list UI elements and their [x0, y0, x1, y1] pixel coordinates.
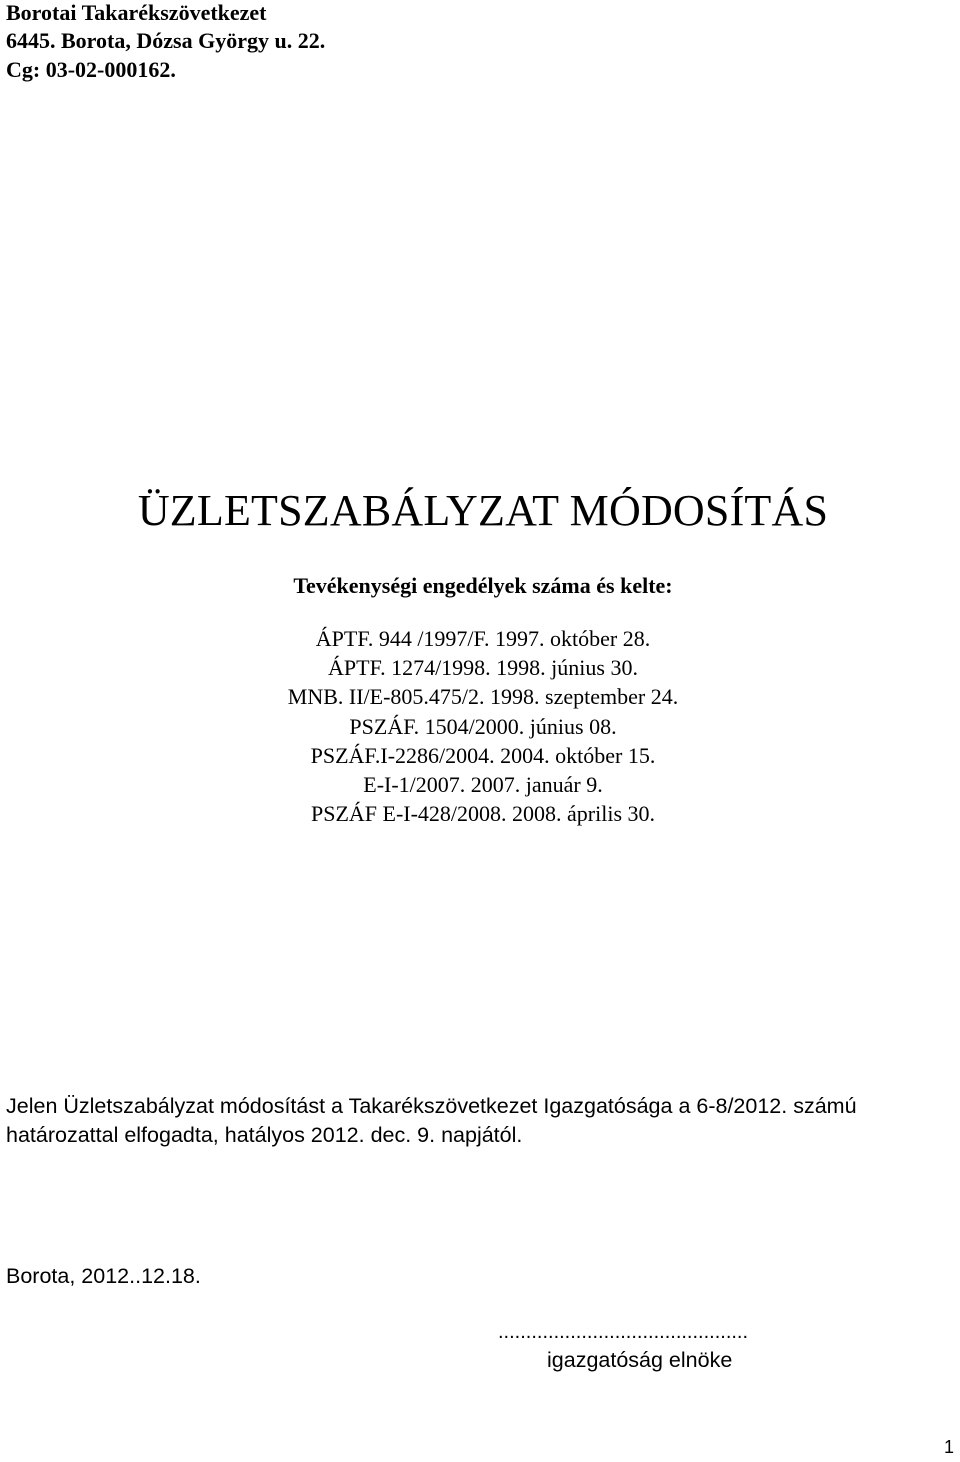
permit-item: PSZÁF.I-2286/2004. 2004. október 15.	[310, 742, 656, 768]
company-address: 6445. Borota, Dózsa György u. 22.	[6, 28, 326, 53]
permit-item: PSZÁF. 1504/2000. június 08.	[349, 713, 617, 739]
permit-item: ÁPTF. 944 /1997/F. 1997. október 28.	[315, 626, 651, 651]
page-number: 1	[944, 1437, 955, 1457]
signer-title: igazgatóság elnöke	[547, 1348, 733, 1372]
company-name: Borotai Takarékszövetkezet	[6, 0, 267, 25]
permits-list	[0, 624, 960, 828]
signature-line: .............................................	[498, 1321, 749, 1343]
permit-item: MNB. II/E-805.475/2. 1998. szeptember 24.	[287, 684, 679, 710]
permits-heading: Tevékenységi engedélyek száma és kelte:	[293, 573, 673, 598]
company-registration: Cg: 03-02-000162.	[6, 57, 176, 82]
document-title: ÜZLETSZABÁLYZAT MÓDOSÍTÁS	[137, 486, 829, 535]
place-and-date: Borota, 2012..12.18.	[6, 1264, 201, 1288]
permit-item: ÁPTF. 1274/1998. 1998. június 30.	[328, 655, 638, 681]
resolution-line: Jelen Üzletszabályzat módosítást a Takarékszövetkezet Igazgatósága a 6-8/2012. számú	[6, 1094, 857, 1118]
resolution-line: határozattal elfogadta, hatályos 2012. dec. 9. napjától.	[6, 1123, 523, 1147]
resolution-paragraph	[6, 1092, 956, 1150]
permit-item: E-I-1/2007. 2007. január 9.	[363, 772, 603, 798]
permit-item: PSZÁF E-I-428/2008. 2008. április 30.	[310, 801, 656, 827]
